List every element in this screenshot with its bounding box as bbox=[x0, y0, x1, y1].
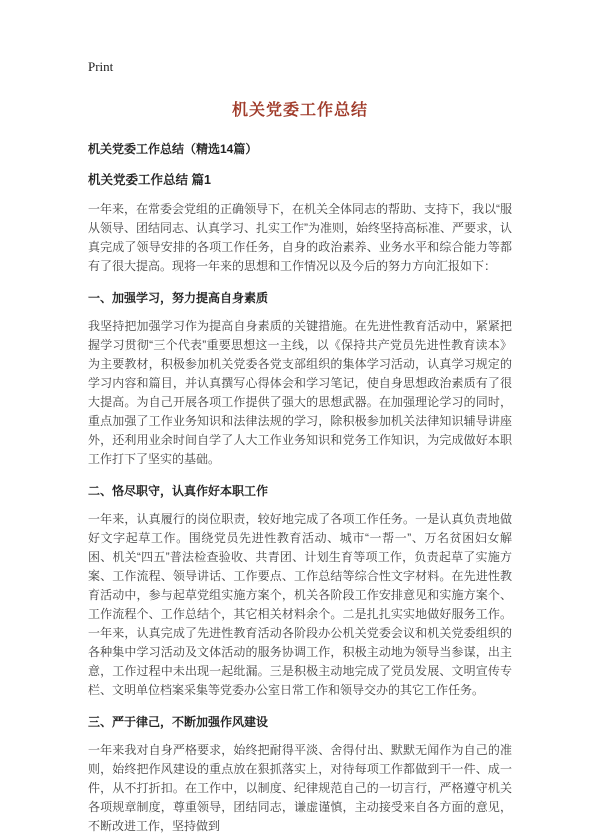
section-1-heading: 一、加强学习，努力提高自身素质 bbox=[88, 291, 269, 305]
article-heading: 机关党委工作总结 篇1 bbox=[88, 173, 211, 187]
section-2-body: 一年来，认真履行的岗位职责，较好地完成了各项工作任务。一是认真负责地做好文字起草工作。围绕党员先进性教育活动、城市“一帮一”、万名贫困妇女解困、机关“四五”普法检查验收、共青团、计划生育等项工作，负责起草了实施方案、工作流程、领导讲话、工作要点、工作总结等综合性文字材料。在先进性教育活动中，参与起草党组实施方案个，机关各阶段工作安排意见和实施方案个、工作流程个、工作总结个，其它相关材料余个。二是扎扎实实地做好服务工作。一年来，认真完成了先进性教育活动各阶段办公机关党委会议和机关党委组织的各种集中学习活动及文体活动的服务协调工作，积极主动地为领导当参谋，出主意，工作过程中未出现一起纰漏。三是积极主动地完成了党员发展、文明宣传专栏、文明单位档案采集等党委办公室日常工作和领导交办的其它工作任务。 bbox=[88, 512, 512, 697]
print-button[interactable]: Print bbox=[88, 59, 114, 74]
intro-paragraph: 一年来，在常委会党组的正确领导下，在机关全体同志的帮助、支持下，我以“服从领导、团结同志、认真学习、扎实工作”为准则，始终坚持高标准、严要求，认真完成了领导安排的各项工作任务，自身的政治素养、业务水平和综合能力等都有了很大提高。现将一年来的思想和工作情况以及今后的努力方向汇报如下： bbox=[88, 202, 512, 273]
document-subtitle: 机关党委工作总结（精选14篇） bbox=[88, 142, 258, 156]
section-1 bbox=[88, 289, 512, 469]
section-2 bbox=[88, 482, 512, 700]
document-title: 机关党委工作总结 bbox=[231, 102, 368, 119]
section-1-body: 我坚持把加强学习作为提高自身素质的关键措施。在先进性教育活动中，紧紧把握学习贯彻“三个代表”重要思想这一主线，以《保持共产党员先进性教育读本》为主要教材，积极参加机关党委各党支部组织的集体学习活动，认真学习规定的学习内容和篇目，并认真撰写心得体会和学习笔记，使自身思想政治素质有了很大提高。为自己开展各项工作提供了强大的思想武器。在加强理论学习的同时，重点加强了工作业务知识和法律法规的学习，除积极参加机关法律知识辅导讲座外，还利用业余时间自学了人大工作业务知识和党务工作知识，为完成做好本职工作打下了坚实的基础。 bbox=[88, 319, 512, 466]
section-2-heading: 二、恪尽职守，认真作好本职工作 bbox=[88, 484, 269, 498]
section-3-heading: 三、严于律己，不断加强作风建设 bbox=[88, 715, 269, 729]
section-3 bbox=[88, 713, 512, 836]
section-3-body: 一年来我对自身严格要求，始终把耐得平淡、舍得付出、默默无闻作为自己的准则，始终把作风建设的重点放在狠抓落实上，对待每项工作都做到干一件、成一件，从不打折扣。在工作中，以制度、纪律规范自己的一切言行，严格遵守机关各项规章制度，尊重领导，团结同志，谦虚谨慎，主动接受来自各方面的意见，不断改进工作，坚持做到 bbox=[88, 743, 512, 833]
